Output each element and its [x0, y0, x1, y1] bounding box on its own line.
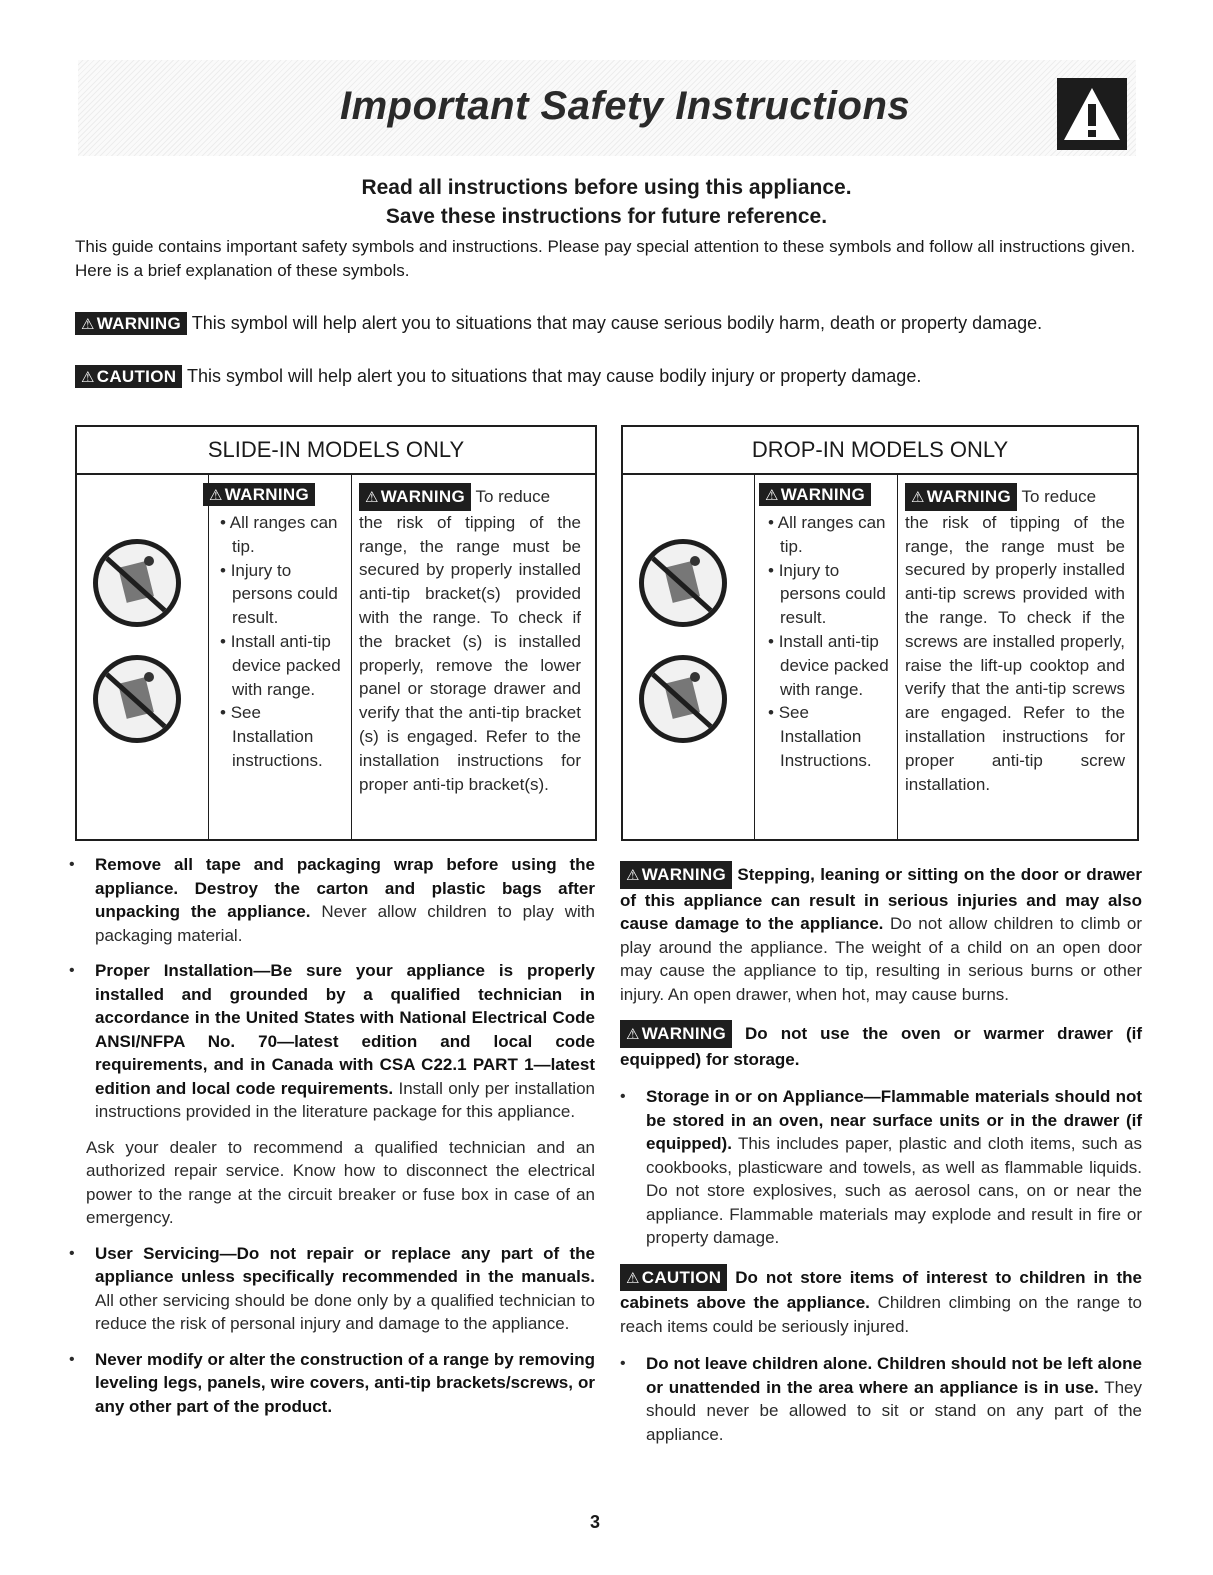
- page-title: Important Safety Instructions: [340, 84, 911, 128]
- warning-badge: ⚠ WARNING: [759, 483, 871, 506]
- warning-triangle-icon: ⚠: [365, 489, 379, 506]
- warning-triangle-icon: ⚠: [81, 369, 95, 386]
- list-item: • Proper Installation—Be sure your appliance is properly installed and grounded by a qualified technician in accordance in the United States with National Electrical Code ANSI/NFPA No. 70—latest edition and local code requirements, and in Canada with CSA C22.1 PART 1—latest edition and local code requirements. Install only per installation instructions provided in the literature package for this appliance.: [69, 961, 595, 1121]
- warning-door-paragraph: ⚠ WARNING Stepping, leaning or sitting on the door or drawer of this appliance can result in serious injuries and may also cause damage to the appliance. Do not allow children to climb or play around the appliance. The weight of a child on an open door may cause the appliance to tip, resulting in serious burns or other injury. An open drawer, when hot, may cause burns.: [620, 861, 1142, 1006]
- warning-badge: ⚠ WARNING: [620, 861, 732, 889]
- list-item: • Injury to persons could result.: [220, 560, 338, 628]
- list-item: • Remove all tape and packaging wrap before using the appliance. Destroy the carton and plastic bags after unpacking the appliance. Never allow children to play with packaging material.: [69, 855, 595, 945]
- right-column: [620, 861, 1142, 1446]
- warning-triangle-icon: ⚠: [626, 867, 640, 884]
- slide-in-bullets: [216, 511, 346, 773]
- caution-symbol-line: [75, 365, 1160, 388]
- intro-paragraph: This guide contains important safety symbols and instructions. Please pay special attention to these symbols and follow all instructions given. Here is a brief explanation of these symbols.: [75, 237, 1136, 280]
- warning-triangle-icon: ⚠: [765, 487, 779, 504]
- caution-badge: ⚠ CAUTION: [75, 365, 182, 388]
- warning-triangle-icon: [1057, 78, 1127, 150]
- list-item: • See Installation Instructions.: [768, 703, 872, 770]
- tip-over-prohibition-icon: [639, 539, 727, 627]
- slide-in-title: SLIDE-IN MODELS ONLY: [77, 427, 595, 475]
- drop-in-warning-text: ⚠ WARNING To reduce the risk of tipping of the range, the range must be secured by properly installed anti-tip screws provided with the range. To check if the screws are installed properly, raise the lift-up cooktop and verify that the anti-tip screws are engaged. Refer to the installation instructions for proper anti-tip screw installation.: [905, 483, 1125, 796]
- warning-badge: ⚠ WARNING: [620, 1020, 732, 1048]
- lead-line-1: Read all instructions before using this appliance.: [361, 176, 852, 199]
- slide-in-box: [75, 425, 597, 841]
- list-item: • Never modify or alter the construction of a range by removing leveling legs, panels, wire covers, anti-tip brackets/screws, or any other part of the product.: [69, 1349, 595, 1416]
- drop-in-box: [621, 425, 1139, 841]
- list-item: • See Installation instructions.: [220, 703, 323, 770]
- paragraph: Ask your dealer to recommend a qualified technician and an authorized repair service. Know how to disconnect the electrical power to the range at the circuit breaker or fuse box in case of an emergency.: [86, 1137, 595, 1227]
- list-item: • User Servicing—Do not repair or replace any part of the appliance unless specifically recommended in the manuals. All other servicing should be done only by a qualified technician to reduce the risk of personal injury and damage to the appliance.: [69, 1243, 595, 1333]
- warning-badge: ⚠ WARNING: [905, 483, 1017, 511]
- lead-line-2: Save these instructions for future reference.: [385, 205, 828, 228]
- tip-over-prohibition-icon: [93, 539, 181, 627]
- warning-badge: ⚠ WARNING: [75, 312, 187, 335]
- warning-badge: ⚠ WARNING: [203, 483, 315, 506]
- list-item: • All ranges can tip.: [220, 513, 338, 556]
- caution-badge: ⚠ CAUTION: [620, 1264, 727, 1292]
- page-number: 3: [590, 1512, 601, 1532]
- list-item: • All ranges can tip.: [768, 513, 886, 556]
- list-item: • Do not leave children alone. Children should not be left alone or unattended in the area where an appliance is in use. They should never be allowed to sit or stand on any part of the appliance.: [620, 1354, 1142, 1444]
- left-column: [69, 853, 595, 1418]
- child-climbing-prohibition-icon: [639, 655, 727, 743]
- drop-in-bullets: [764, 511, 894, 773]
- warning-symbol-line: [75, 312, 1160, 335]
- drop-in-title: DROP-IN MODELS ONLY: [623, 427, 1137, 475]
- list-item: • Injury to persons could result.: [768, 560, 886, 628]
- caution-cabinet-paragraph: ⚠ CAUTION Do not store items of interest to children in the cabinets above the appliance. Children climbing on the range to reach items could be seriously injured.: [620, 1264, 1142, 1339]
- warning-symbol-text: This symbol will help alert you to situations that may cause serious bodily harm, death or property damage.: [191, 313, 1043, 333]
- list-item: • Install anti-tip device packed with range.: [220, 631, 341, 699]
- slide-in-warning-text: ⚠ WARNING To reduce the risk of tipping of the range, the range must be secured by properly installed anti-tip bracket(s) provided with the range. To check if the bracket (s) is installed properly, remove the lower panel or storage drawer and verify that the anti-tip bracket (s) is engaged. Refer to the installation instructions for proper anti-tip bracket(s).: [359, 483, 581, 796]
- list-item: • Storage in or on Appliance—Flammable materials should not be stored in an oven, near surface units or in the drawer (if equipped). This includes paper, plastic and cloth items, such as cookbooks, plasticware and towels, as well as flammable liquids. Do not store explosives, such as aerosol cans, on or near the appliance. Flammable materials may explode and result in fire or property damage.: [620, 1087, 1142, 1247]
- warning-triangle-icon: ⚠: [911, 489, 925, 506]
- child-climbing-prohibition-icon: [93, 655, 181, 743]
- warning-triangle-icon: ⚠: [81, 316, 95, 333]
- warning-triangle-icon: ⚠: [209, 487, 223, 504]
- list-item: • Install anti-tip device packed with range.: [768, 631, 889, 699]
- warning-triangle-icon: ⚠: [626, 1269, 640, 1287]
- warning-storage-paragraph: ⚠ WARNING Do not use the oven or warmer drawer (if equipped) for storage.: [620, 1020, 1142, 1071]
- warning-triangle-icon: ⚠: [626, 1026, 640, 1043]
- warning-badge: ⚠ WARNING: [359, 483, 471, 511]
- caution-symbol-text: This symbol will help alert you to situations that may cause bodily injury or property damage.: [186, 366, 922, 386]
